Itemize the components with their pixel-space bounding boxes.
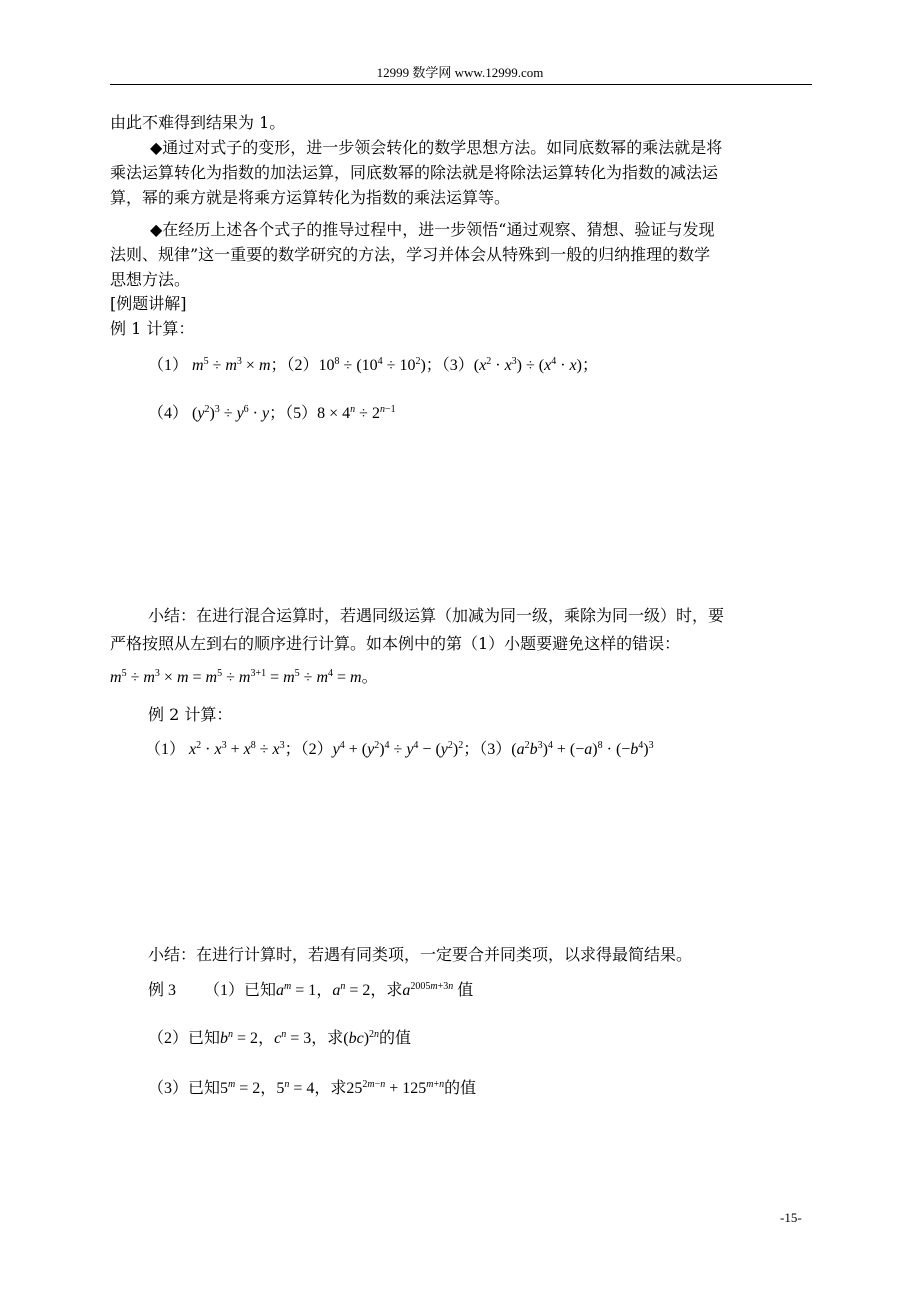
find-text: 求	[386, 982, 403, 999]
example-3-part-3: （3）已知$5^m = 2$，$5^n = 4$，求$25^{2m-n} + 125^{m+n}$的值	[148, 1079, 477, 1097]
summary-1-line-2: 严格按照从左到右的顺序进行计算。如本例中的第（1）小题要避免这样的错误：	[110, 634, 681, 653]
page-header: 12999 数学网 www.12999.com	[376, 65, 544, 80]
wrong-example-formula: $m^5 \div m^3 \times m = m^5 \div m^{3+1} = m^5 \div m^4 = m$。	[110, 668, 378, 686]
problem-number: （5）	[285, 405, 318, 422]
value-text: 值	[457, 982, 474, 999]
problem-number: （1）	[148, 357, 189, 374]
paragraph-transform-1: ◆通过对式子的变形，进一步领会转化的数学思想方法。如同底数幂的乘法就是将	[150, 138, 723, 157]
example-2-title: 例 2 计算：	[148, 705, 233, 724]
find-text: 求	[327, 1030, 344, 1047]
summary-2: 小结：在进行计算时，若遇有同类项，一定要合并同类项，以求得最简结果。	[148, 945, 693, 964]
period: 。	[361, 669, 378, 686]
example-3-part-1: 例 3 （1）已知$a^m = 1$，$a^n = 2$，求$a^{2005m+3n}$ 值	[148, 981, 474, 999]
example-3-label: 例 3	[148, 982, 177, 999]
section-heading: [例题讲解]	[110, 294, 187, 313]
example-3-part-2: （2）已知$b^n = 2$，$c^n = 3$，求(bc)$^{2n}$的值	[148, 1029, 412, 1047]
find-text: 求	[330, 1080, 347, 1097]
separator: ；	[425, 357, 442, 374]
known-text: 已知	[188, 1030, 221, 1047]
value-text: 的值	[444, 1080, 477, 1097]
problem-number: （3）	[148, 1080, 189, 1097]
example-1-problems-row-1: （1） $m^5 \div m^3 \times m$；$(2)10^8 \div (10^4 \div 10^2)$；$(3)(x^2 \cdot x^3) \div (x^4 \cdot x)$；	[148, 356, 598, 374]
separator: ；	[270, 357, 287, 374]
comma: ，	[311, 1030, 328, 1047]
problem-number: （1）	[204, 982, 245, 999]
paragraph-induction-3: 思想方法。	[110, 270, 191, 289]
example-2-problems: （1） $x^2 \cdot x^3 + x^8 \div x^3$；$(2)y^4 + (y^2)^4 \div y^4 - (y^2)^2$；$(3)(a^2b^3)^4 + (-a)^8 \cdot (-b^4)^3$	[145, 740, 654, 758]
problem-number: （3）	[479, 741, 512, 758]
example-1-problems-row-2: （4） $(y^2)^3 \div y^6 \cdot y$；$(5)8 \times 4^n \div 2^{n-1}$	[148, 404, 396, 422]
separator: ；	[269, 405, 286, 422]
paragraph-transform-2: 乘法运算转化为指数的加法运算，同底数幂的除法就是将除法运算转化为指数的减法运	[110, 163, 719, 182]
paragraph-induction-2: 法则、规律”这一重要的数学研究的方法，学习并体会从特殊到一般的归纳推理的数学	[110, 245, 711, 264]
comma: ，	[370, 982, 387, 999]
comma: ，	[316, 982, 333, 999]
example-1-title: 例 1 计算：	[110, 319, 195, 338]
paragraph-transform-3: 算，幂的乘方就是将乘方运算转化为指数的乘法运算等。	[110, 188, 511, 207]
separator: ；	[284, 741, 301, 758]
problem-number: （3）	[441, 357, 474, 374]
summary-1-line-1: 小结：在进行混合运算时，若遇同级运算（加减为同一级，乘除为同一级）时，要	[148, 606, 725, 625]
known-text: 已知	[244, 982, 277, 999]
value-text: 的值	[379, 1030, 412, 1047]
problem-number: （2）	[300, 741, 333, 758]
problem-number: （4）	[148, 405, 189, 422]
comma: ，	[260, 1080, 277, 1097]
comma: ，	[258, 1030, 275, 1047]
problem-number: （1）	[145, 741, 186, 758]
comma: ，	[314, 1080, 331, 1097]
problem-number: （2）	[148, 1030, 189, 1047]
separator: ；	[581, 357, 598, 374]
known-text: 已知	[188, 1080, 221, 1097]
paragraph-result: 由此不难得到结果为 1。	[110, 113, 286, 132]
header-divider	[110, 84, 812, 85]
paragraph-induction-1: ◆在经历上述各个式子的推导过程中，进一步领悟“通过观察、猜想、验证与发现	[150, 220, 715, 239]
page-number: -15-	[780, 1210, 802, 1225]
problem-number: （2）	[286, 357, 319, 374]
separator: ；	[463, 741, 480, 758]
